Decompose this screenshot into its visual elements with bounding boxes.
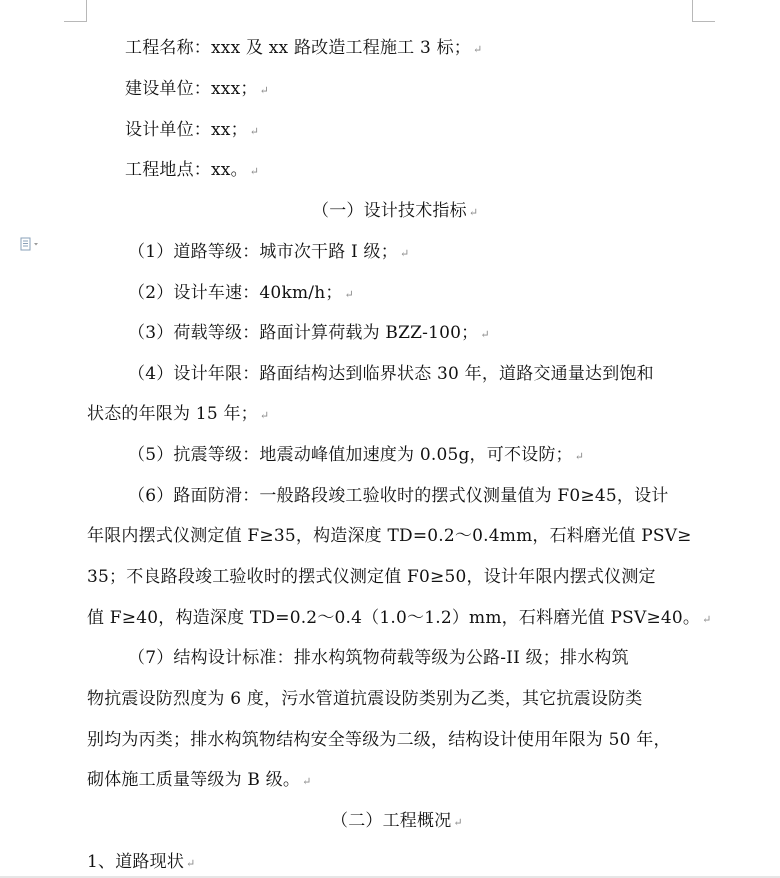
paragraph-mark: ↵ [468, 206, 479, 219]
paragraph-mark: ↵ [259, 409, 270, 422]
section-heading-project-overview: （二）工程概况 ↵ [331, 811, 463, 831]
skid-resistance-line-2: 年限内摆式仪测定值 F≥35，构造深度 TD=0.2～0.4mm，石料磨光值 PSV≥ [87, 526, 692, 546]
project-name-line: 工程名称：xxx 及 xx 路改造工程施工 3 标； ↵ [125, 38, 483, 58]
skid-resistance-line-4: 值 F≥40，构造深度 TD=0.2～0.4（1.0～1.2）mm，石料磨光值 PSV≥40。 ↵ [87, 608, 712, 628]
paragraph-mark: ↵ [453, 816, 463, 829]
paragraph-mark: ↵ [574, 450, 585, 463]
paragraph-mark: ↵ [472, 43, 483, 56]
paragraph-mark: ↵ [702, 613, 712, 626]
paragraph-mark: ↵ [399, 247, 410, 260]
crop-mark-top-left-horizontal [64, 21, 87, 22]
paragraph-mark: ↵ [186, 857, 196, 870]
structural-standard-line-3: 别均为丙类；排水构筑物结构安全等级为二级，结构设计使用年限为 50 年， [87, 730, 671, 750]
paragraph-mark: ↵ [249, 165, 260, 178]
paragraph-mark: ↵ [302, 775, 312, 788]
design-unit-line: 设计单位：xx； ↵ [125, 120, 260, 140]
paragraph-mark: ↵ [249, 125, 260, 138]
paragraph-mark: ↵ [259, 84, 269, 97]
load-grade-line: （3）荷载等级：路面计算荷载为 BZZ-100； ↵ [128, 323, 490, 343]
road-status-heading: 1、道路现状 ↵ [87, 852, 196, 872]
design-life-line-cont: 状态的年限为 15 年； ↵ [87, 404, 270, 424]
seismic-grade-line: （5）抗震等级：地震动峰值加速度为 0.05g，可不设防； ↵ [128, 445, 585, 465]
design-speed-line: （2）设计车速：40km/h； ↵ [128, 283, 354, 303]
design-life-line: （4）设计年限：路面结构达到临界状态 30 年，道路交通量达到饱和 [128, 364, 654, 384]
structural-standard-line-4: 砌体施工质量等级为 B 级。 ↵ [87, 770, 312, 790]
section-heading-design-indicators: （一）设计技术指标 ↵ [312, 201, 479, 221]
crop-mark-top-right [692, 0, 693, 22]
crop-mark-top-right-horizontal [692, 21, 715, 22]
paragraph-mark: ↵ [480, 328, 490, 341]
project-location-line: 工程地点：xx。 ↵ [125, 160, 260, 180]
road-grade-line: （1）道路等级：城市次干路 I 级； ↵ [128, 242, 410, 262]
structural-standard-line-2: 物抗震设防烈度为 6 度，污水管道抗震设防类别为乙类，其它抗震设防类 [87, 689, 643, 709]
skid-resistance-line-3: 35；不良路段竣工验收时的摆式仪测定值 F0≥50，设计年限内摆式仪测定 [87, 567, 656, 587]
crop-mark-top-left [86, 0, 87, 22]
construction-unit-line: 建设单位：xxx； ↵ [125, 79, 269, 99]
paragraph-mark: ↵ [344, 288, 354, 301]
structural-standard-line: （7）结构设计标准：排水构筑物荷载等级为公路-II 级；排水构筑 [128, 648, 629, 668]
skid-resistance-line: （6）路面防滑：一般路段竣工验收时的摆式仪测量值为 F0≥45，设计 [128, 486, 669, 506]
paragraph-options-icon[interactable] [20, 237, 48, 251]
